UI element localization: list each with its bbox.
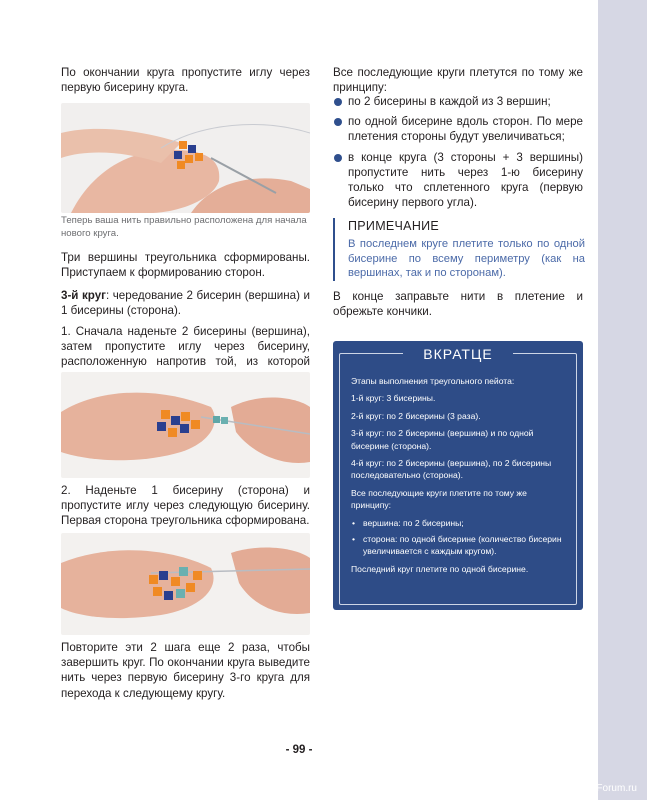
photo-caption: Теперь ваша нить правильно расположена для начала нового круга. (61, 215, 307, 239)
paragraph-following-rounds: Все последующие круги плетутся по тому же принципу: (333, 66, 583, 95)
bullet-icon (334, 118, 342, 126)
page-edge-strip (598, 0, 647, 800)
watermark: PassionForum.ru (560, 783, 637, 794)
photo-first-round (61, 103, 310, 213)
paragraph-vertices: Три вершины треугольника сформированы. Приступаем к формированию сторон. (61, 251, 310, 280)
note-title: ПРИМЕЧАНИЕ (348, 219, 440, 233)
photo-step-1 (61, 372, 310, 478)
list-item: • сторона: по одной бисерине (количество бисерин увеличивается с каждым кругом). (351, 533, 569, 558)
summary-line: Этапы выполнения треугольного пейота: (351, 376, 515, 386)
list-item: в конце круга (3 стороны + 3 вершины) пропустите нить через 1-ю бисерину только что сплетенного круга (первую бисерину первого угла). (333, 150, 583, 211)
summary-line: 3-й круг: по 2 бисерины (вершина) и по одной бисерине (сторона). (351, 428, 534, 451)
summary-line: 2-й круг: по 2 бисерины (3 раза). (351, 410, 481, 421)
list-item: по 2 бисерины в каждой из 3 вершин; (333, 94, 583, 109)
bullet-icon (334, 154, 342, 162)
paragraph-step-1: 1. Сначала наденьте 2 бисерины (вершина), затем пропустите иглу через бисерину, расположенную напротив той, из которой (61, 325, 310, 369)
summary-body (351, 375, 569, 580)
round-3-label: 3-й круг (61, 289, 106, 302)
paragraph-finish: В конце заправьте нити в плетение и обрежьте кончики. (333, 290, 583, 319)
summary-line: 1-й круг: 3 бисерины. (351, 393, 436, 404)
summary-line: Последний круг плетите по одной бисерине. (351, 563, 529, 574)
paragraph-repeat: Повторите эти 2 шага еще 2 раза, чтобы завершить круг. По окончании круга выведите нить через первую бисерину 3-го круга для перехода к следующему кругу. (61, 641, 310, 700)
summary-list (351, 517, 569, 558)
photo-step-2 (61, 533, 310, 635)
paragraph-round-3 (61, 288, 310, 318)
round-3-text: : чередование 2 бисерин (вершина) и 1 бисерины (сторона). (61, 289, 310, 318)
principle-list (333, 94, 583, 215)
summary-line: 4-й круг: по 2 бисерины (вершина), по 2 бисерины последовательно (сторона). (351, 458, 552, 481)
paragraph-intro: По окончании круга пропустите иглу через первую бисерину круга. (61, 66, 310, 95)
note-box (333, 218, 585, 281)
list-item: • вершина: по 2 бисерины; (351, 517, 569, 529)
list-item: по одной бисерине вдоль сторон. По мере плетения стороны будут увеличиваться; (333, 114, 583, 144)
bullet-icon (334, 98, 342, 106)
note-text: В последнем круге плетите только по одной бисерине по всему периметру (как на вершинах, так и по сторонам). (348, 238, 585, 280)
summary-title: ВКРАТЦЕ (423, 346, 493, 362)
paragraph-step-2: 2. Наденьте 1 бисерину (сторона) и пропустите иглу через следующую бисерину. Первая сторона треугольника сформирована. (61, 484, 310, 528)
page-number: - 99 - (285, 744, 313, 756)
summary-box (333, 341, 583, 610)
summary-line: Все последующие круги плетите по тому же принципу: (351, 487, 527, 511)
